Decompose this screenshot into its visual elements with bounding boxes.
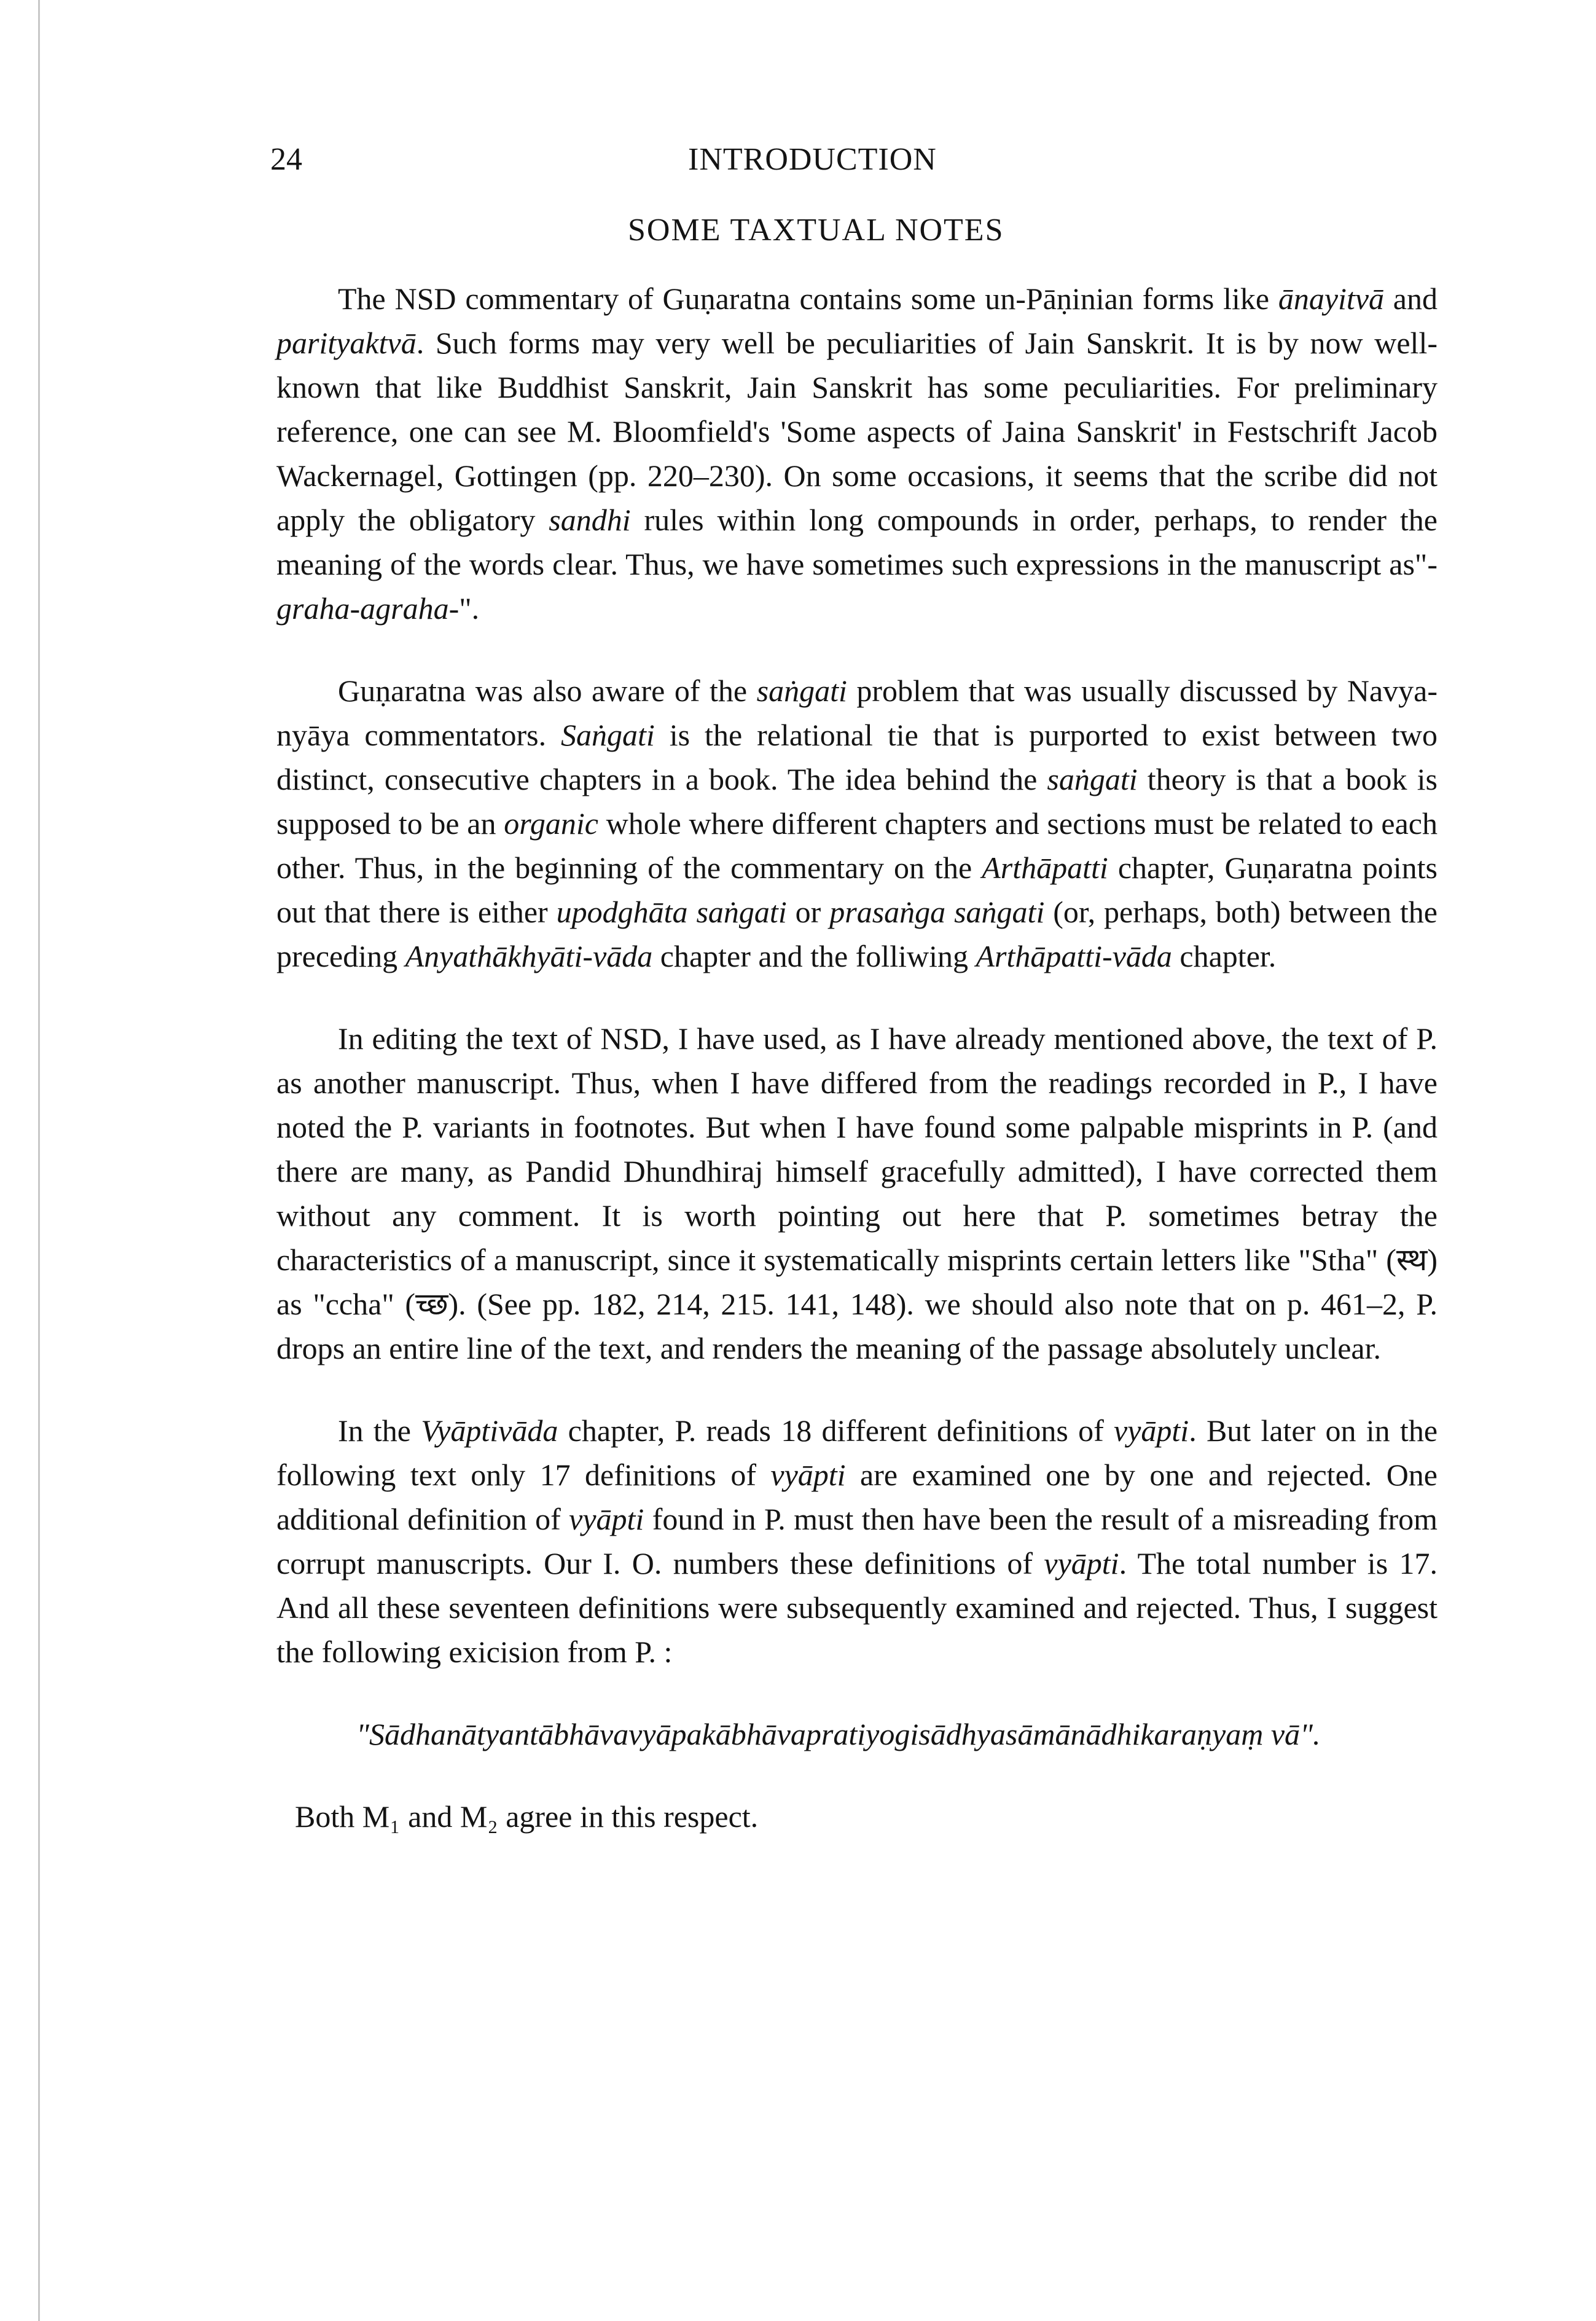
text-run: theory is that a book is supposed to be an	[276, 762, 1438, 841]
italic-term: upodghāta saṅgati	[556, 895, 787, 929]
paragraph-1	[276, 277, 1438, 630]
italic-term: vyāpti	[770, 1458, 846, 1492]
closing-line: Both M₁ and M₂ agree in this respect.	[295, 1799, 759, 1834]
text-run: are examined one by one and rejected. One additional definition of	[276, 1458, 1438, 1536]
italic-term: prasaṅga saṅgati	[829, 895, 1045, 929]
text-run: is the relational tie that is purported to exist between two distinct, consecutive chapters in a book. The idea behind the	[276, 718, 1438, 796]
text-run: chapter and the folliwing	[652, 939, 976, 973]
italic-term: Arthāpatti-vāda	[976, 939, 1172, 973]
italic-term: Saṅgati	[561, 718, 655, 752]
paragraph-2	[276, 669, 1438, 978]
italic-term: saṅgati	[756, 674, 847, 708]
page-number: 24	[270, 142, 302, 177]
paragraph-gap	[276, 1674, 1438, 1712]
paragraph-gap	[276, 630, 1438, 669]
paragraph-3: In editing the text of NSD, I have used, as I have already mentioned above, the text of P. as another manuscript. Thus, when I have differed from the readings recorded in P., I have noted the P. variants in footnotes. But when I have found some palpable misprints in P. (and there are many, as Pandid Dhundhiraj himself gracefully admitted), I have corrected them without any comment. It is worth pointing out here that P. sometimes betray the characteristics of a manuscript, since it systematically misprints certain letters like "Stha" (स्थ) as "ccha" (च्छ). (See pp. 182, 214, 215. 141, 148). we should also note that on p. 461–2, P. drops an entire line of the text, and renders the meaning of the passage absolutely unclear.	[276, 1021, 1438, 1365]
italic-term: ānayitvā	[1278, 281, 1385, 316]
italic-term: Vyāptivāda	[421, 1413, 558, 1448]
section-title: SOME TAXTUAL NOTES	[628, 213, 1004, 248]
body-text	[276, 277, 1438, 1839]
paragraph-gap	[276, 1370, 1438, 1408]
text-run: found in P. must then have been the result of a misreading from corrupt manuscripts. Our I. O. numbers these definitions of	[276, 1502, 1438, 1581]
page-header	[270, 135, 1376, 184]
text-run: and	[1384, 281, 1438, 316]
quoted-definition: "Sādhanātyantābhāvavyāpakābhāvapratiyogisādhyasāmānādhikaraṇyaṃ vā".	[356, 1717, 1321, 1751]
italic-term: -graha-agraha-	[276, 547, 1438, 626]
italic-term: saṅgati	[1047, 762, 1138, 796]
text-run: or	[786, 895, 830, 929]
text-run: In the	[338, 1413, 421, 1448]
text-run: . Such forms may very well be peculiarities of Jain Sanskrit. It is by now well-known that like Buddhist Sanskrit, Jain Sanskrit has some peculiarities. For preliminary reference, one can see M. Bloomfield's 'Some aspects of Jaina Sanskrit' in Festschrift Jacob Wackernagel, Gottingen (pp. 220–230). On some occasions, it seems that the scribe did not apply the obligatory	[276, 326, 1438, 537]
italic-term: Anyathākhyāti-vāda	[405, 939, 653, 973]
text-run: . The total number is 17. And all these seventeen definitions were subsequently examined and rejected. Thus, I suggest the following exicision from P. :	[276, 1546, 1438, 1669]
text-run: . But later on in the following text only 17 definitions of	[276, 1413, 1438, 1492]
text-run: ".	[459, 591, 480, 626]
paragraph-gap	[276, 1756, 1438, 1794]
text-run: chapter, P. reads 18 different definitions of	[558, 1413, 1114, 1448]
italic-term: organic	[504, 806, 598, 841]
text-run: chapter.	[1172, 939, 1277, 973]
text-run: chapter, Guṇaratna points out that there is either	[276, 850, 1438, 929]
paragraph-gap	[276, 978, 1438, 1016]
text-run: Guṇaratna was also aware of the	[338, 674, 757, 708]
italic-term: vyāpti	[1114, 1413, 1189, 1448]
italic-term: vyāpti	[1044, 1546, 1119, 1581]
running-title: INTRODUCTION	[688, 142, 937, 177]
italic-term: sandhi	[549, 503, 631, 537]
paragraph-4	[276, 1408, 1438, 1674]
page-binding-edge	[38, 0, 40, 2321]
italic-term: vyāpti	[569, 1502, 644, 1536]
text-run: rules within long compounds in order, perhaps, to render the meaning of the words clear. Thus, we have sometimes such expressions in the manuscript as"	[276, 503, 1438, 581]
text-run: The NSD commentary of Guṇaratna contains some un-Pāṇinian forms like	[338, 281, 1278, 316]
text-run: problem that was usually discussed by Navya-nyāya commentators.	[276, 674, 1438, 752]
italic-term: Arthāpatti	[982, 850, 1108, 885]
italic-term: parityaktvā	[276, 326, 417, 360]
text-run: whole where different chapters and sections must be related to each other. Thus, in the beginning of the commentary on the	[276, 806, 1438, 885]
text-run: (or, perhaps, both) between the preceding	[276, 895, 1438, 973]
